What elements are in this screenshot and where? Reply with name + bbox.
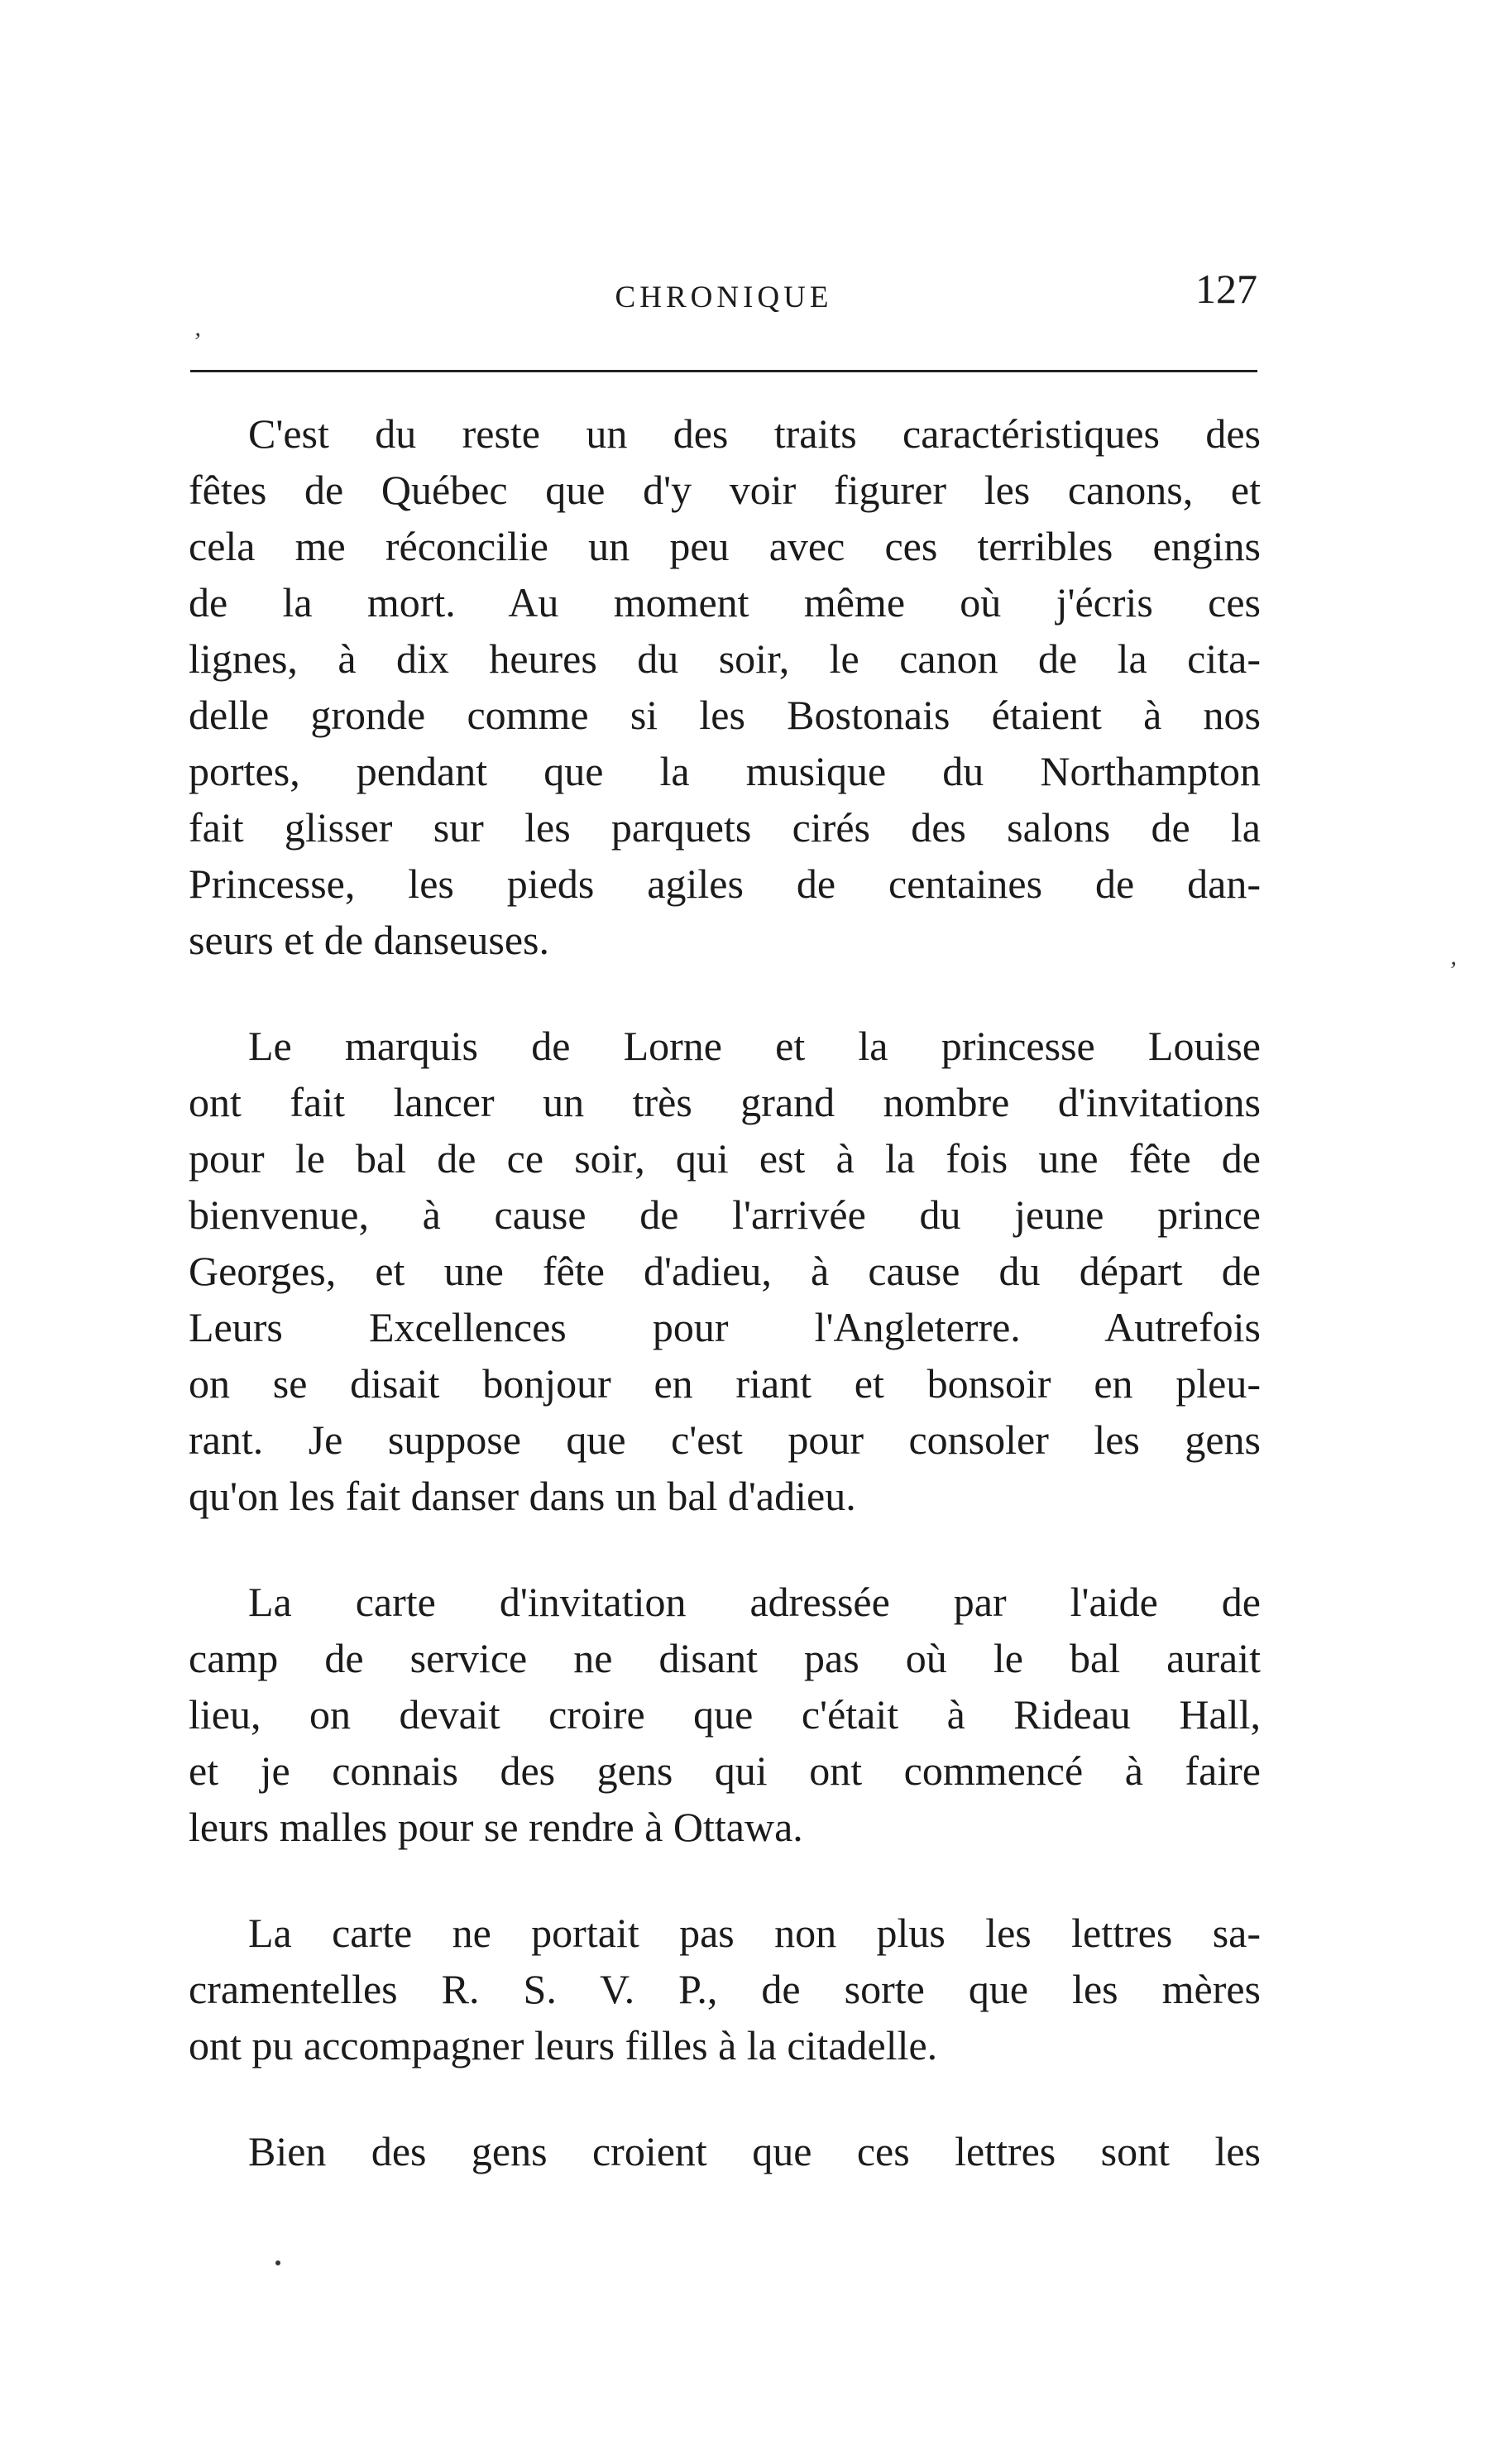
- text-line: fait glisser sur les parquets cirés des salons de la: [189, 804, 1261, 851]
- text-line: lignes, à dix heures du soir, le canon de la cita-: [189, 635, 1261, 682]
- text-line: fêtes de Québec que d'y voir figurer les canons, et: [189, 467, 1261, 513]
- left-tick-mark: ’: [192, 328, 200, 355]
- paragraph-2: [189, 1018, 1261, 1524]
- body-text: [189, 405, 1261, 2179]
- text-line: bienvenue, à cause de l'arrivée du jeune prince: [189, 1191, 1261, 1238]
- paragraph-3: [189, 1574, 1261, 1855]
- text-line: cramentelles R. S. V. P., de sorte que les mères: [189, 1966, 1261, 2012]
- paragraph-5: [189, 2123, 1261, 2179]
- text-line: seurs et de danseuses.: [189, 917, 549, 963]
- text-line: delle gronde comme si les Bostonais étaient à nos: [189, 692, 1261, 738]
- text-line: ont fait lancer un très grand nombre d'invitations: [189, 1079, 1261, 1125]
- text-line: Le marquis de Lorne et la princesse Louise: [248, 1023, 1261, 1069]
- text-line: cela me réconcilie un peu avec ces terribles engins: [189, 523, 1261, 569]
- text-line: leurs malles pour se rendre à Ottawa.: [189, 1804, 803, 1850]
- text-line: Bien des gens croient que ces lettres sont les: [248, 2128, 1261, 2174]
- text-line: de la mort. Au moment même où j'écris ces: [189, 579, 1261, 626]
- text-line: portes, pendant que la musique du Northampton: [189, 748, 1261, 794]
- text-line: on se disait bonjour en riant et bonsoir en pleu-: [189, 1360, 1261, 1407]
- paragraph-4: [189, 1905, 1261, 2073]
- text-line: rant. Je suppose que c'est pour consoler les gens: [189, 1417, 1261, 1463]
- text-line: La carte ne portait pas non plus les lettres sa-: [248, 1910, 1261, 1956]
- paragraph-1: [189, 405, 1261, 968]
- running-head: [190, 265, 1257, 331]
- page-number: 127: [1195, 266, 1257, 312]
- text-line: ont pu accompagner leurs filles à la citadelle.: [189, 2022, 938, 2069]
- text-line: La carte d'invitation adressée par l'aide de: [248, 1579, 1261, 1625]
- header-rule: [190, 370, 1257, 372]
- print-speck: [275, 2260, 280, 2265]
- text-line: qu'on les fait danser dans un bal d'adieu.: [189, 1473, 856, 1519]
- running-title: CHRONIQUE: [615, 280, 833, 314]
- text-line: Princesse, les pieds agiles de centaines de dan-: [189, 860, 1261, 907]
- text-line: camp de service ne disant pas où le bal aurait: [189, 1635, 1261, 1681]
- text-line: pour le bal de ce soir, qui est à la fois une fête de: [189, 1135, 1261, 1182]
- text-line: Georges, et une fête d'adieu, à cause du départ de: [189, 1248, 1261, 1294]
- right-tick-mark: ’: [1448, 956, 1456, 984]
- text-line: et je connais des gens qui ont commencé à faire: [189, 1747, 1261, 1794]
- text-line: C'est du reste un des traits caractéristiques des: [248, 410, 1261, 457]
- text-line: lieu, on devait croire que c'était à Rideau Hall,: [189, 1691, 1261, 1738]
- text-line: Leurs Excellences pour l'Angleterre. Autrefois: [189, 1304, 1261, 1350]
